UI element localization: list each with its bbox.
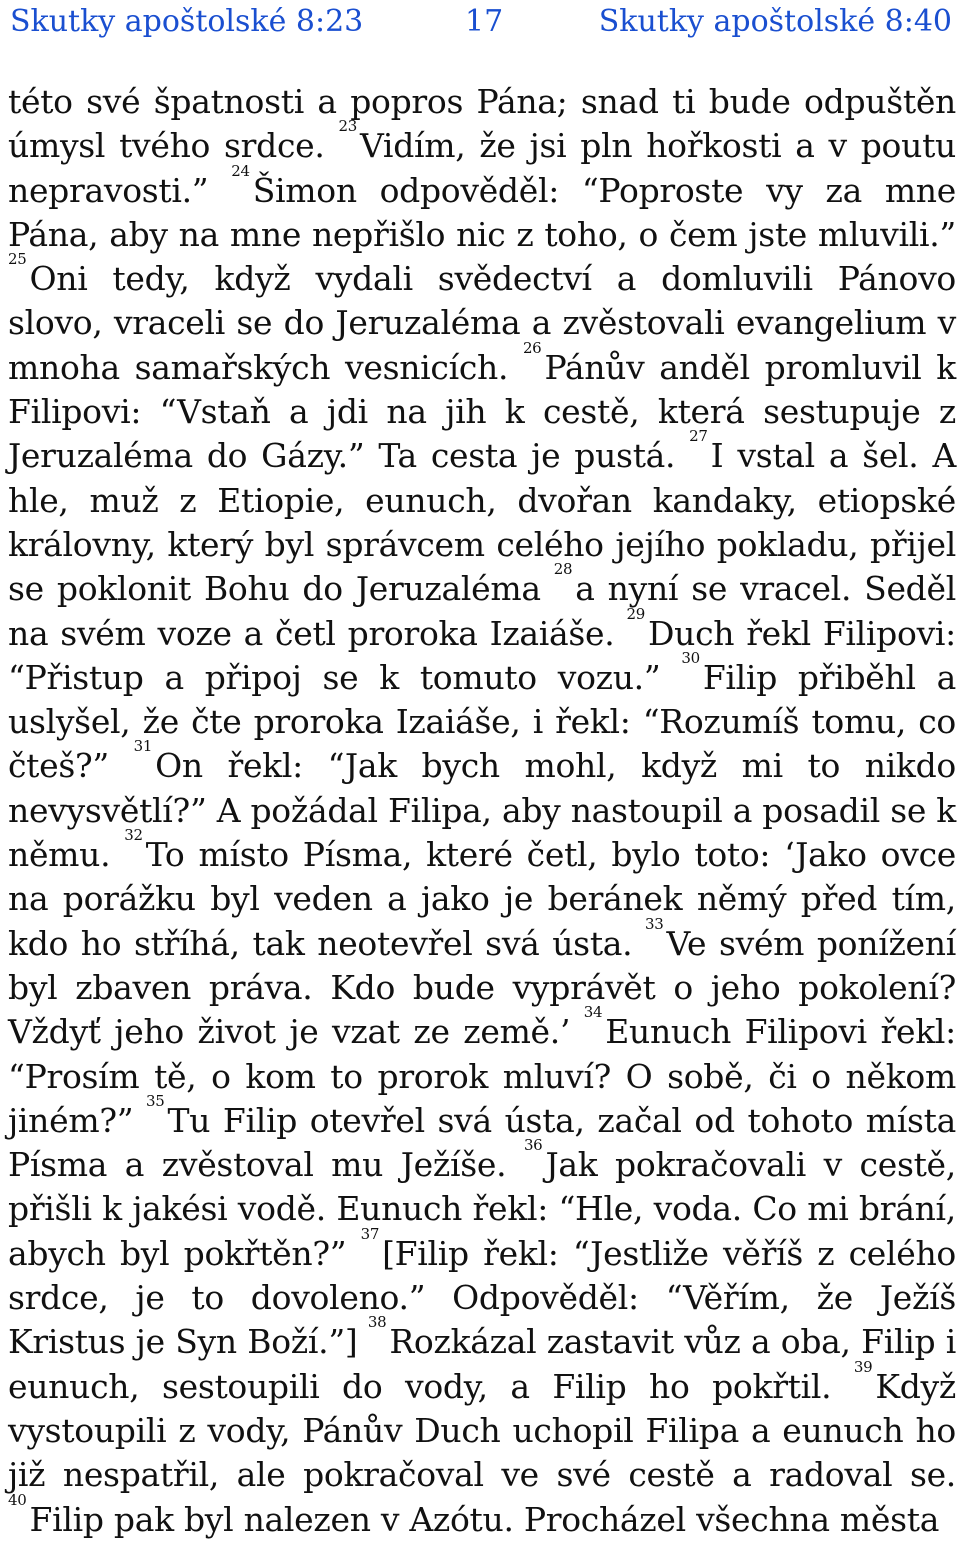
verse-number: 36 — [523, 1136, 543, 1155]
verse-text: To místo Písma, které četl, bylo toto: ‘Jako ovce na porážku byl veden a jako je beránek němý před tím, kdo ho stříhá, tak neotevřel svá ústa. — [8, 835, 956, 963]
verse-number: 39 — [853, 1357, 873, 1376]
verse-text: Duch řekl Filipovi: “Přistup a připoj se k tomuto vozu.” — [8, 613, 956, 697]
verse-text: Šimon odpověděl: “Poproste vy za mne Pána, aby na mne nepřišlo nic z toho, o čem jste mluvili.” — [8, 170, 956, 254]
verse-number: 33 — [645, 914, 664, 933]
verse-text: Ve svém ponížení byl zbaven práva. Kdo bude vyprávět o jeho pokolení? Vždyť jeho život je vzat ze země.’ — [8, 923, 956, 1052]
verse-number: 24 — [231, 161, 250, 180]
verse-text: Pánův anděl promluvil k Filipovi: “Vstaň a jdi na jih k cestě, která sestupuje z Jeruzaléma do Gázy.” Ta cesta je pustá. — [8, 347, 956, 476]
verse-text: a nyní se vracel. Seděl na svém voze a četl proroka Izaiáše. — [8, 569, 956, 653]
verse-text: On řekl: “Jak bych mohl, když mi to nikdo nevysvětlí?” A požádal Filipa, aby nastoupil a posadil se k němu. — [8, 746, 956, 875]
verse-number: 38 — [367, 1313, 387, 1332]
verse-text: I vstal a šel. A hle, muž z Etiopie, eunuch, dvořan kandaky, etiopské královny, který byl správcem celého jejího pokladu, přijel se poklonit Bohu do Jeruzaléma — [8, 436, 956, 609]
page-header — [0, 0, 960, 44]
verse-text: Eunuch Filipovi řekl: “Prosím tě, o kom to prorok mluví? O sobě, či o někom jiném?” — [8, 1012, 956, 1140]
verse-number: 37 — [360, 1224, 380, 1243]
verse-number: 27 — [689, 427, 708, 446]
running-head-right: Skutky apoštolské 8:40 — [598, 4, 952, 39]
verse-text: Jak pokračovali v cestě, přišli k jakési vodě. Eunuch řekl: “Hle, voda. Co mi brání, abych byl pokřtěn?” — [8, 1145, 956, 1273]
verse-text: Rozkázal zastavit vůz a oba, Filip i eunuch, sestoupili do vody, a Filip ho pokřtil. — [8, 1322, 956, 1406]
page-number: 17 — [465, 4, 504, 39]
intro-text: této své špatnosti a popros Pána; snad ti bude odpuštěn úmysl tvého srdce. — [8, 82, 956, 166]
verse-number: 30 — [681, 648, 700, 667]
scripture-text — [8, 80, 956, 1542]
running-head-left: Skutky apoštolské 8:23 — [10, 4, 364, 39]
verse-number: 32 — [124, 826, 143, 845]
verse-text: Když vystoupili z vody, Pánův Duch uchopil Filipa a eunuch ho již nespatřil, ale pokračoval ve své cestě a radoval se. — [8, 1366, 956, 1495]
verse-text: [Filip řekl: “Jestliže věříš z celého srdce, je to dovoleno.” Odpověděl: “Věřím, že Ježíš Kristus je Syn Boží.”] — [8, 1233, 957, 1362]
verse-number: 28 — [553, 560, 573, 579]
verse-number: 34 — [583, 1003, 603, 1022]
verse-text: Tu Filip otevřel svá ústa, začal od tohoto místa Písma a zvěstoval mu Ježíše. — [8, 1100, 956, 1185]
verse-text: Filip přiběhl a uslyšel, že čte proroka Izaiáše, i řekl: “Rozumíš tomu, co čteš?” — [8, 657, 956, 786]
verse-number: 31 — [133, 737, 153, 756]
verse-number: 23 — [338, 117, 357, 136]
verse-number: 29 — [626, 604, 645, 623]
verse-text: Filip pak byl nalezen v Azótu. Procházel všechna města — [29, 1499, 940, 1539]
verse-number: 25 — [8, 250, 27, 269]
verse-number: 35 — [146, 1091, 165, 1110]
verse-text: Vidím, že jsi pln hořkosti a v poutu nepravosti.” — [8, 126, 956, 210]
verse-number: 40 — [8, 1490, 27, 1509]
verse-number: 26 — [522, 338, 542, 357]
verse-text: Oni tedy, když vydali svědectví a domluvili Pánovo slovo, vraceli se do Jeruzaléma a zvěstovali evangelium v mnoha samařských vesnicích. — [8, 259, 956, 387]
